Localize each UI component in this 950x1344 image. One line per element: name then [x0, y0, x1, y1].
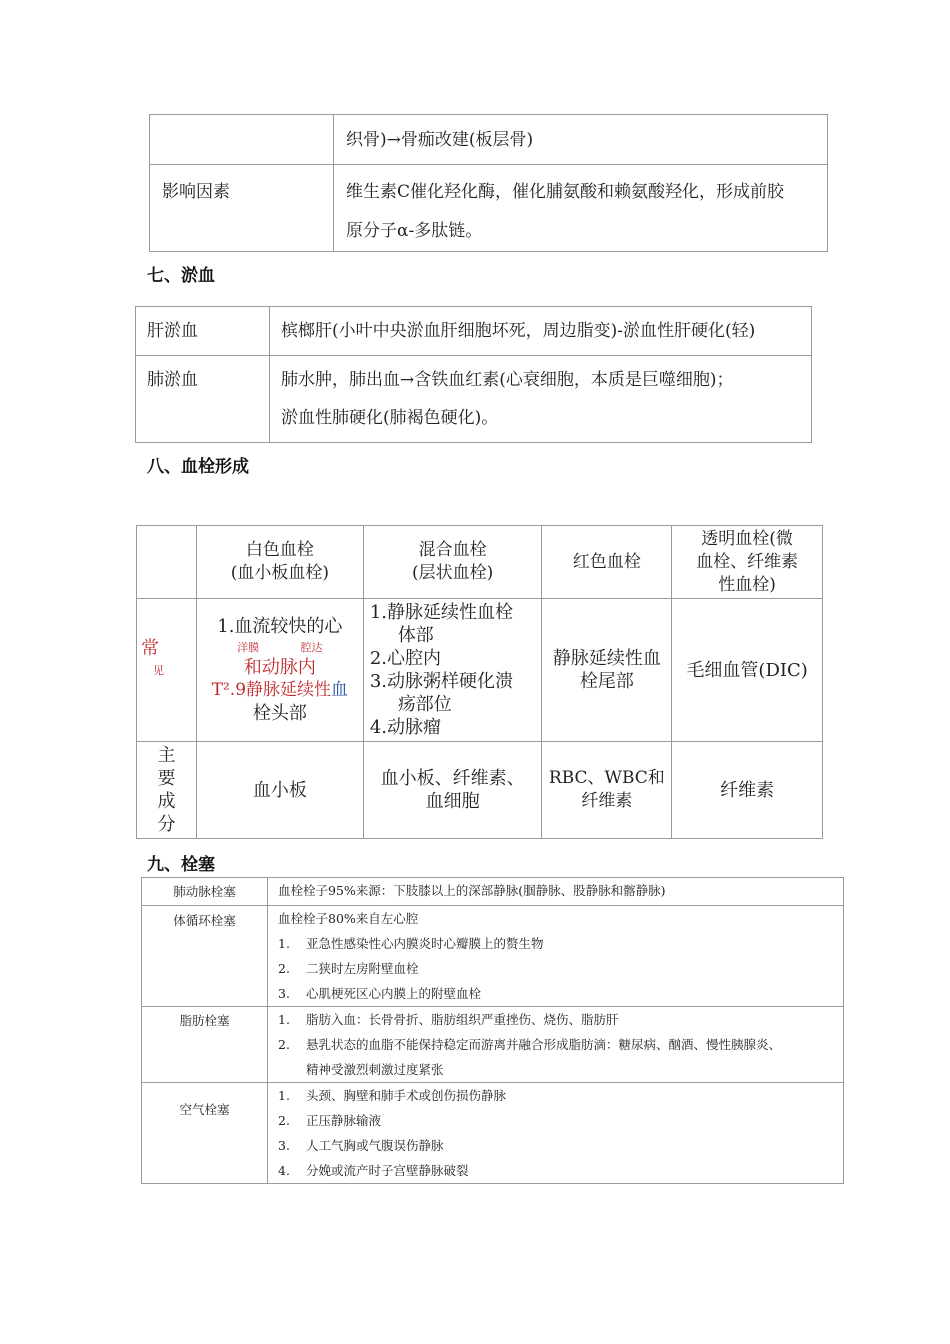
table-row-label: 空气栓塞 [142, 1083, 268, 1184]
list-item: 3.动脉粥样硬化溃 [369, 671, 513, 692]
list-item: 1. 头颈、胸壁和肺手术或创伤损伤静脉 [278, 1088, 507, 1103]
thrombus-table [136, 525, 823, 839]
section-heading-congestion: 七、淤血 [147, 266, 215, 286]
list-item: 2. 悬乳状态的血脂不能保持稳定而游离并融合形成脂肪滴：糖尿病、酗酒、慢性胰腺炎、 [278, 1037, 782, 1052]
text-line: 血栓栓子80%来自左心腔 [278, 911, 419, 926]
text-line: 原分子α-多肽链。 [346, 221, 483, 241]
table-cell: 血栓栓子95%来源：下肢膝以上的深部静脉(腘静脉、股静脉和髂静脉) [268, 878, 844, 906]
table-row-label: 体循环栓塞 [142, 906, 268, 1007]
table-cell [268, 1083, 844, 1184]
text-line: 维生素C催化羟化酶，催化脯氨酸和赖氨酸羟化，形成前胶 [346, 182, 785, 202]
text-line: 精神受激烈刺激过度紧张 [306, 1062, 444, 1077]
common-red-thrombus: 静脉延续性血 栓尾部 [542, 599, 672, 742]
table-cell-empty [137, 526, 197, 599]
component-red-thrombus: RBC、WBC和 纤维素 [542, 742, 672, 839]
header-hyaline-thrombus: 透明血栓(微 血栓、纤维素 性血栓) [672, 526, 823, 599]
table-cell [268, 906, 844, 1007]
table-row-label: 肝淤血 [136, 307, 270, 356]
text-line: 肺水肿，肺出血→含铁血红素(心衰细胞，本质是巨噬细胞)； [281, 370, 734, 390]
row-label-main-component: 主 要 成 分 [137, 742, 197, 839]
collagen-table [149, 114, 828, 252]
list-item: 3. 人工气胸或气腹误伤静脉 [278, 1138, 444, 1153]
table-row-label: 肺动脉栓塞 [142, 878, 268, 906]
table-cell [268, 1007, 844, 1083]
table-row-label: 脂肪栓塞 [142, 1007, 268, 1083]
table-cell-empty [150, 115, 334, 165]
header-white-thrombus: 白色血栓 (血小板血栓) [196, 526, 363, 599]
section-heading-thrombosis: 八、血栓形成 [147, 457, 249, 477]
component-white-thrombus: 血小板 [196, 742, 363, 839]
table-cell: 槟榔肝(小叶中央淤血肝细胞坏死，周边脂变)-淤血性肝硬化(轻) [270, 307, 812, 356]
congestion-table [135, 306, 812, 443]
header-red-thrombus: 红色血栓 [542, 526, 672, 599]
table-cell [334, 165, 828, 252]
list-item: 1.静脉延续性血栓 [369, 602, 513, 623]
list-item: 疡部位 [397, 694, 452, 715]
list-item: 1. 脂肪入血：长骨骨折、脂肪组织严重挫伤、烧伤、脂肪肝 [278, 1012, 619, 1027]
table-row-label: 肺淤血 [136, 356, 270, 443]
list-item: 1. 亚急性感染性心内膜炎时心瓣膜上的赘生物 [278, 936, 544, 951]
list-item: 3. 心肌梗死区心内膜上的附壁血栓 [278, 986, 482, 1001]
list-item: 2. 二狭时左房附壁血栓 [278, 961, 419, 976]
table-cell: 织骨)→骨痂改建(板层骨) [334, 115, 828, 165]
list-item: 4. 分娩或流产时子宫壁静脉破裂 [278, 1163, 469, 1178]
component-hyaline-thrombus: 纤维素 [672, 742, 823, 839]
text-line: 淤血性肺硬化(肺褐色硬化)。 [281, 408, 499, 428]
common-hyaline-thrombus: 毛细血管(DIC) [672, 599, 823, 742]
section-heading-embolism: 九、栓塞 [147, 855, 215, 875]
list-item: 4.动脉瘤 [369, 717, 441, 738]
common-mixed-thrombus [363, 599, 542, 742]
table-cell [270, 356, 812, 443]
row-label-common: 常 见 [137, 599, 197, 742]
list-item: 2. 正压静脉输液 [278, 1113, 382, 1128]
component-mixed-thrombus: 血小板、纤维素、 血细胞 [363, 742, 542, 839]
embolism-table [141, 877, 844, 1184]
common-white-thrombus: 1.血流较快的心 洋膜 腔达 和动脉内 T².9静脉延续性血 栓头部 [196, 599, 363, 742]
table-row-label: 影响因素 [150, 165, 334, 252]
header-mixed-thrombus: 混合血栓 (层状血栓) [363, 526, 542, 599]
list-item: 2.心腔内 [369, 648, 441, 669]
list-item: 体部 [397, 625, 434, 646]
